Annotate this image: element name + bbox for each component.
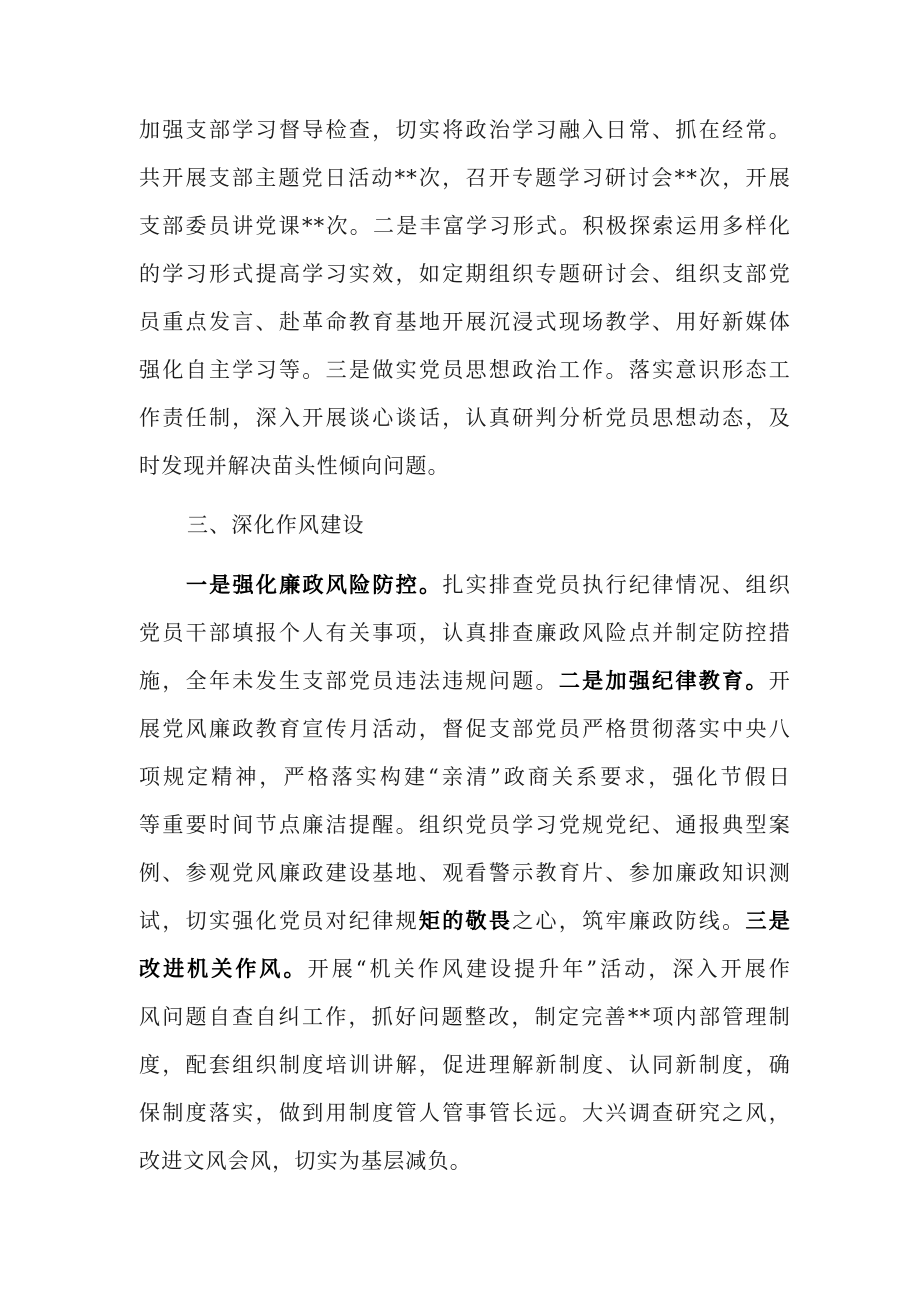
paragraph-line: 强化自主学习等。三是做实党员思想政治工作。落实意识形态工 (139, 358, 791, 382)
paragraph-work-style (139, 561, 791, 1185)
paragraph-line: 项规定精神，严格落实构建“亲清”政商关系要求，强化节假日 (139, 765, 791, 789)
paragraph-line (139, 561, 791, 609)
text-run: 试，切实强化党员对纪律规 (139, 909, 419, 933)
text-run: 开展“机关作风建设提升年”活动，深入开展作 (307, 957, 791, 981)
paragraph-line: 展党风廉政教育宣传月活动，督促支部党员严格贯彻落实中央八 (139, 717, 791, 741)
paragraph-line (139, 945, 791, 993)
paragraph-study (139, 106, 791, 490)
paragraph-line: 作责任制，深入开展谈心谈话，认真研判分析党员思想动态，及 (139, 406, 791, 430)
paragraph-line: 的学习形式提高学习实效，如定期组织专题研讨会、组织支部党 (139, 262, 791, 286)
paragraph-line: 支部委员讲党课**次。二是丰富学习形式。积极探索运用多样化 (139, 214, 791, 238)
paragraph-line: 改进文风会风，切实为基层减负。 (139, 1149, 472, 1173)
paragraph-line: 员重点发言、赴革命教育基地开展沉浸式现场教学、用好新媒体 (139, 310, 791, 334)
key-point-3-end: 改进机关作风。 (139, 956, 308, 981)
text-run: 之心，筑牢廉政防线。 (512, 909, 746, 933)
paragraph-line: 党员干部填报个人有关事项，认真排查廉政风险点并制定防控措 (139, 621, 791, 645)
text-run: 扎实排查党员执行纪律情况、组织 (442, 573, 792, 597)
paragraph-line: 保制度落实，做到用制度管人管事管长远。大兴调查研究之风， (139, 1101, 791, 1125)
key-point-1: 一是强化廉政风险防控。 (186, 572, 443, 597)
text-run: 开 (768, 669, 791, 693)
paragraph-line: 时发现并解决苗头性倾向问题。 (139, 454, 450, 478)
paragraph-line: 风问题自查自纠工作，抓好问题整改，制定完善**项内部管理制 (139, 1005, 791, 1029)
paragraph-line: 共开展支部主题党日活动**次，召开专题学习研讨会**次，开展 (139, 166, 791, 190)
paragraph-line (139, 657, 791, 705)
text-run: 施，全年未发生支部党员违法违规问题。 (139, 669, 559, 693)
key-point-2: 二是加强纪律教育。 (558, 668, 769, 693)
paragraph-line: 等重要时间节点廉洁提醒。组织党员学习党规党纪、通报典型案 (139, 813, 791, 837)
section-heading: 三、深化作风建设 (187, 513, 365, 537)
paragraph-line (139, 897, 791, 945)
emphasis-run: 矩的敬畏 (418, 908, 513, 933)
key-point-3-start: 三是 (745, 908, 791, 933)
paragraph-line: 加强支部学习督导检查，切实将政治学习融入日常、抓在经常。 (139, 118, 791, 142)
paragraph-line: 例、参观党风廉政建设基地、观看警示教育片、参加廉政知识测 (139, 861, 791, 885)
paragraph-line: 度，配套组织制度培训讲解，促进理解新制度、认同新制度，确 (139, 1053, 791, 1077)
